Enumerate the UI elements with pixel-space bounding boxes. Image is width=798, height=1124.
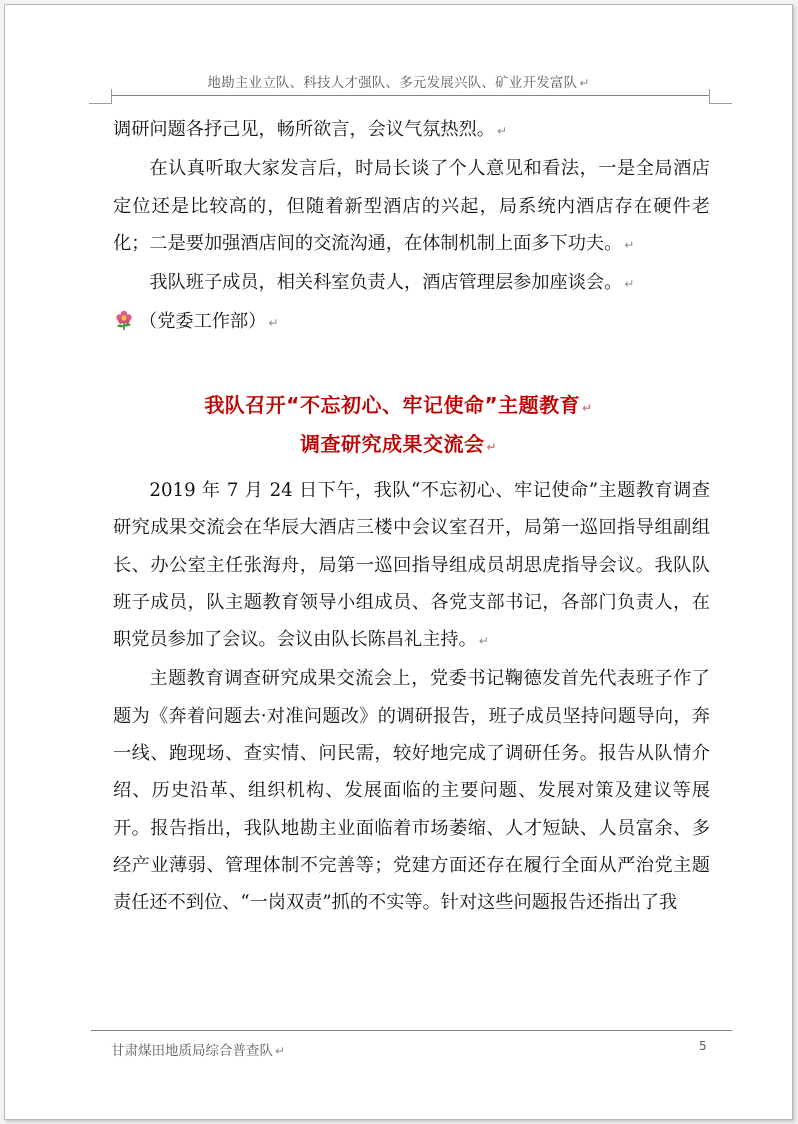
header-divider (111, 95, 709, 96)
paragraph: 调研问题各抒己见，畅所欲言，会议气氛热烈。 ↵ (113, 119, 508, 140)
footer-divider (91, 1030, 732, 1031)
article-title-line-1: 我队召开“不忘初心、牢记使命”主题教育 ↵ (204, 393, 593, 417)
paragraph: 主题教育调查研究成果交流会上，党委书记鞠德发首先代表班子作了题为《奔着问题去·对准问题改》的调研报告，班子成员坚持问题导向，奔一线、跑现场、查实情、问民需，较好地完成了调研任务。报告从队情介绍、历史沿革、组织机构、发展面临的主要问题、发展对策及建议等展开。报告指出，我队地勘主业面临着市场萎缩、人才短缺、人员富余、多经产业薄弱、管理体制不完善等；党建方面还存在履行全面从严治党主题责任还不到位、“一岗双责”抓的不实等。针对这些问题报告还指出了我 (113, 668, 710, 914)
article-title-line-2: 调查研究成果交流会 ↵ (299, 432, 498, 456)
body-text-top (113, 111, 710, 343)
page-number: 5 (699, 1039, 707, 1053)
page-header: 地勘主业立队、科技人才强队、多元发展兴队、矿业开发富队 ↵ (207, 75, 590, 91)
paragraph: 我队班子成员，相关科室负责人，酒店管理层参加座谈会。 ↵ (149, 272, 635, 294)
article-body (113, 472, 710, 922)
flower-icon (113, 309, 135, 331)
page-footer: 甘肃煤田地质局综合普查队 ↵ (111, 1043, 286, 1059)
header-corner-mark-right (709, 89, 732, 104)
paragraph: 2019 年 7 月 24 日下午，我队“不忘初心、牢记使命”主题教育调查研究成果交流会在华辰大酒店三楼中会议室召开，局第一巡回指导组副组长、办公室主任张海舟，局第一巡回指导组成员胡思虎指导会议。我队队班子成员，队主题教育领导小组成员、各党支部书记，各部门负责人，在职党员参加了会议。会议由队长陈昌礼主持。 ↵ (113, 480, 710, 651)
header-corner-mark-left (89, 89, 112, 104)
document-page (4, 4, 793, 1120)
paragraph: 在认真听取大家发言后，时局长谈了个人意见和看法，一是全局酒店定位还是比较高的，但随着新型酒店的兴起，局系统内酒店存在硬件老化；二是要加强酒店间的交流沟通，在体制机制上面多下功夫。 ↵ (113, 158, 710, 254)
signature-line: （党委工作部） ↵ (113, 303, 710, 342)
